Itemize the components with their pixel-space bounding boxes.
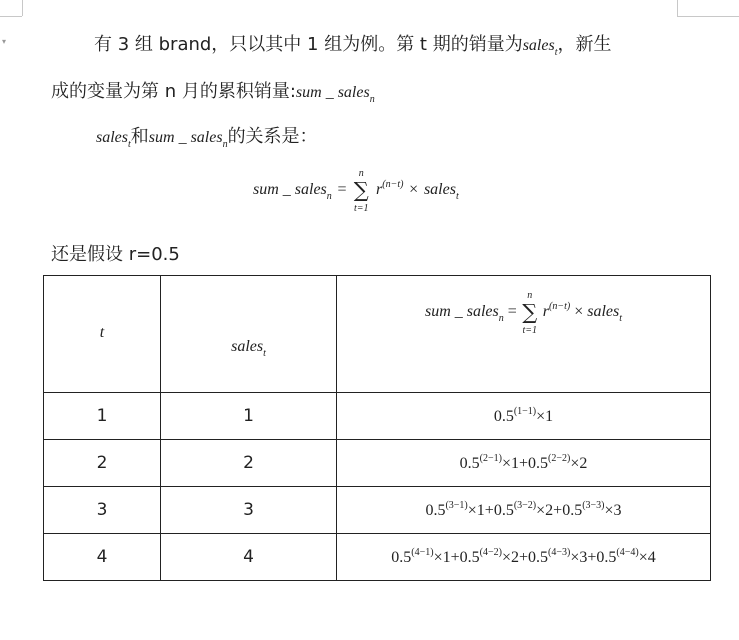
table-row xyxy=(44,440,711,487)
cell-sales: 4 xyxy=(161,534,337,581)
paragraph-1-line-1: 有 3 组 brand，只以其中 1 组为例。第 t 期的销量为sales$_t$，新生 xyxy=(94,34,612,58)
crop-mark-right xyxy=(677,16,739,17)
table-row xyxy=(44,534,711,581)
header-t: t xyxy=(44,276,161,393)
term-exponent: (1−1) xyxy=(513,406,537,417)
term-exponent: (3−3) xyxy=(582,500,605,511)
cell-expression xyxy=(337,393,711,440)
term-base: 0.5 xyxy=(391,549,412,566)
cell-t: 4 xyxy=(44,534,161,581)
cell-expression xyxy=(337,487,711,534)
summation-icon: n ∑ t=1 xyxy=(353,168,369,214)
cell-expression xyxy=(337,440,711,487)
cell-t: 3 xyxy=(44,487,161,534)
cell-sales: 1 xyxy=(161,393,337,440)
table-header-row xyxy=(44,276,711,393)
term-exponent: (2−1) xyxy=(479,453,502,464)
term-base: +0.5 xyxy=(553,502,583,519)
paragraph-1-line-2: 成的变量为第 n 月的累积销量:sum _ sales$_n$ xyxy=(51,81,375,105)
cell-t: 1 xyxy=(44,393,161,440)
term-exponent: (3−1) xyxy=(445,500,468,511)
term-base: +0.5 xyxy=(518,455,549,472)
term-exponent: (4−4) xyxy=(616,547,639,558)
term-multiplier: ×2 xyxy=(570,455,588,472)
sales-t-symbol: sales$_t$ xyxy=(96,129,131,150)
term-base: +0.5 xyxy=(518,549,549,566)
header-formula: sum _ sales$_n$ = n ∑ t=1 $r^{(n-t)}$ × sales$_t$ xyxy=(337,276,711,393)
sales-t-symbol: sales$_t$ xyxy=(522,37,558,58)
assumption-text: 还是假设 r=0.5 xyxy=(51,244,180,265)
cell-sales: 2 xyxy=(161,440,337,487)
term-exponent: (4−2) xyxy=(479,547,502,558)
term-multiplier: ×1 xyxy=(433,549,451,566)
paragraph-2: sales$_t$和sum _ sales$_n$的关系是： xyxy=(96,126,318,150)
term-multiplier: ×3 xyxy=(604,502,622,519)
term-base: +0.5 xyxy=(450,549,480,566)
sum-sales-n-symbol: sum _ sales$_n$ xyxy=(295,84,375,105)
crop-mark-left xyxy=(22,0,23,16)
table-row xyxy=(44,487,711,534)
term-multiplier: ×1 xyxy=(501,455,519,472)
sum-sales-n-symbol: sum _ sales$_n$ xyxy=(148,129,228,150)
term-exponent: (4−3) xyxy=(548,547,571,558)
term-base: 0.5 xyxy=(493,408,514,425)
term-base: +0.5 xyxy=(587,549,617,566)
crop-mark-left xyxy=(0,16,22,17)
cell-t: 2 xyxy=(44,440,161,487)
term-multiplier: ×2 xyxy=(501,549,519,566)
term-exponent: (2−2) xyxy=(548,453,571,464)
term-exponent: (3−2) xyxy=(513,500,537,511)
cell-expression xyxy=(337,534,711,581)
term-multiplier: ×4 xyxy=(638,549,656,566)
calculation-table xyxy=(43,275,711,581)
crop-mark-right xyxy=(677,0,678,16)
summation-icon: n ∑ t=1 xyxy=(522,290,538,336)
header-sales: sales$_t$ xyxy=(161,276,337,393)
term-base: +0.5 xyxy=(484,502,514,519)
term-base: 0.5 xyxy=(425,502,446,519)
paragraph-marker-icon: ▾ xyxy=(2,37,7,46)
term-multiplier: ×1 xyxy=(536,408,554,425)
term-multiplier: ×3 xyxy=(570,549,588,566)
cell-sales: 3 xyxy=(161,487,337,534)
term-base: 0.5 xyxy=(459,455,480,472)
term-multiplier: ×1 xyxy=(467,502,485,519)
table-row xyxy=(44,393,711,440)
term-multiplier: ×2 xyxy=(536,502,554,519)
term-exponent: (4−1) xyxy=(411,547,434,558)
cumulative-sales-formula: sum _ sales$_n$ = n ∑ t=1 $r^{(n-t)}$ × sales$_t$ xyxy=(253,168,459,214)
